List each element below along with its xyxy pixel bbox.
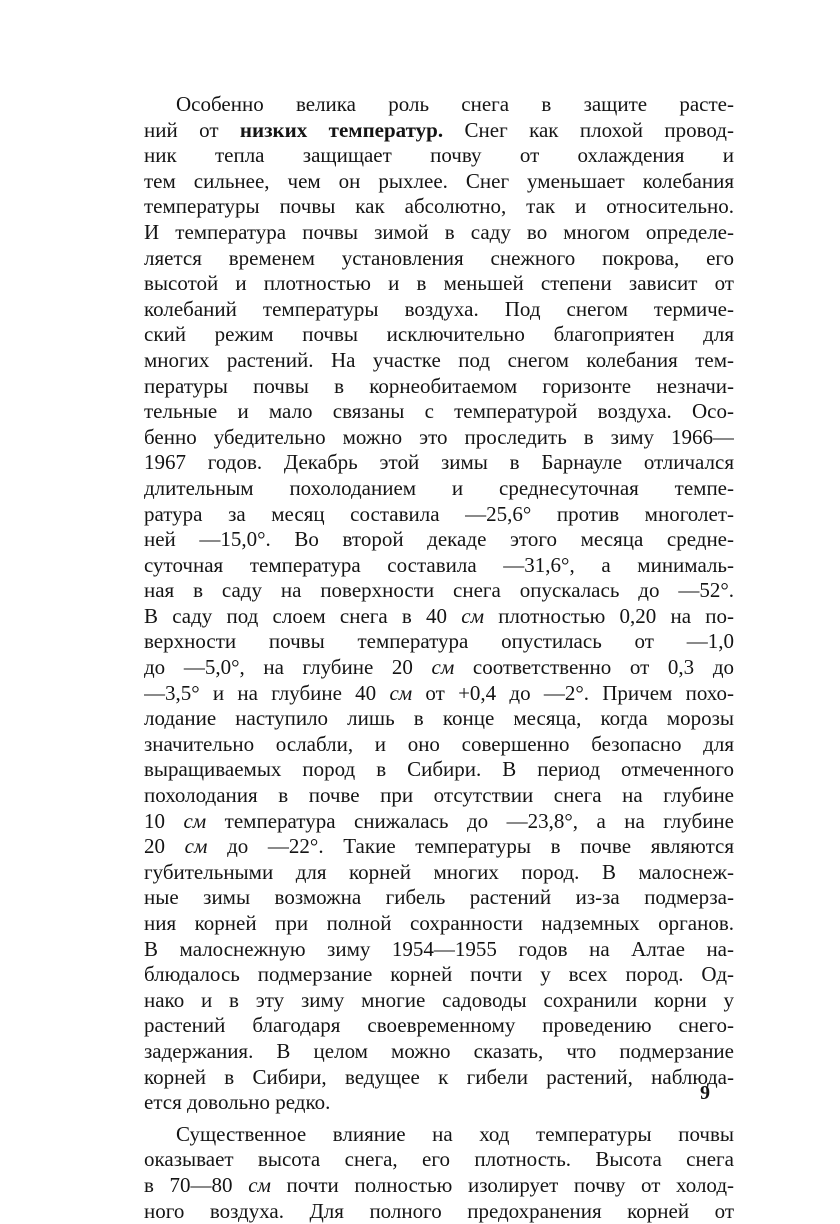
unit-text: см xyxy=(248,1172,271,1197)
text-line: лодание наступило лишь в конце месяца, когда морозы xyxy=(144,706,734,731)
text-line: ного воздуха. Для полного предохранения корней от xyxy=(144,1198,734,1223)
text-line: ник тепла защищает почву от охлаждения и xyxy=(144,143,734,168)
text-line: растений благодаря своевременному проведению снего- xyxy=(144,1013,734,1038)
text-line: многих растений. На участке под снегом колебания тем- xyxy=(144,347,734,372)
unit-text: см xyxy=(389,680,413,705)
text-line: Существенное влияние на ход температуры почвы xyxy=(176,1121,734,1146)
text-line: нако и в эту зиму многие садоводы сохранили корни у xyxy=(144,987,734,1012)
text-run: 10 xyxy=(144,808,184,833)
text-line xyxy=(144,809,734,835)
text-line: длительным похолоданием и среднесуточная темпе- xyxy=(144,475,734,500)
text-line: ная в саду на поверхности снега опускалась до —52°. xyxy=(144,578,734,603)
text-run: почти полностью изолирует почву от холод- xyxy=(270,1172,734,1197)
body-text xyxy=(144,92,734,1224)
text-run: Снег как плохой провод- xyxy=(443,117,734,142)
text-run: до —22°. Такие температуры в почве являются xyxy=(207,834,734,859)
text-line: верхности почвы температура опустилась от —1,0 xyxy=(144,629,734,654)
text-run: В саду под слоем снега в 40 xyxy=(144,603,462,628)
text-line: ляется временем установления снежного покрова, его xyxy=(144,245,734,270)
text-run: 20 xyxy=(144,834,185,859)
text-line: ные зимы возможна гибель растений из-за подмерза- xyxy=(144,885,734,910)
unit-text: см xyxy=(461,603,484,628)
text-line: похолодания в почве при отсутствии снега на глубине xyxy=(144,783,734,808)
text-line: бенно убедительно можно это проследить в зиму 1966— xyxy=(144,424,734,449)
text-line xyxy=(144,681,734,707)
text-line: тем сильнее, чем он рыхлее. Снег уменьшает колебания xyxy=(144,168,734,193)
text-run: от +0,4 до —2°. Причем похо- xyxy=(412,680,734,705)
text-line: Особенно велика роль снега в защите расте- xyxy=(176,92,734,116)
text-line: пературы почвы в корнеобитаемом горизонте незначи- xyxy=(144,373,734,398)
text-line: ется довольно редко. xyxy=(144,1090,331,1115)
text-line: И температура почвы зимой в саду во многом определе- xyxy=(144,219,734,244)
text-run: до —5,0°, на глубине 20 xyxy=(144,655,432,680)
text-line: корней в Сибири, ведущее к гибели растений, наблюда- xyxy=(144,1064,734,1089)
text-line: В малоснежную зиму 1954—1955 годов на Алтае на- xyxy=(144,936,734,961)
text-run: соответственно от 0,3 до xyxy=(454,655,734,680)
text-line: выращиваемых пород в Сибири. В период отмеченного xyxy=(144,757,734,782)
text-line: блюдалось подмерзание корней почти у всех пород. Од- xyxy=(144,962,734,987)
text-line: ней —15,0°. Во второй декаде этого месяца средне- xyxy=(144,527,734,552)
text-line xyxy=(144,604,734,630)
text-line: ратура за месяц составила —25,6° против многолет- xyxy=(144,501,734,526)
text-line: тельные и мало связаны с температурой воздуха. Осо- xyxy=(144,399,734,424)
text-line: губительными для корней многих пород. В малоснеж- xyxy=(144,859,734,884)
text-line: высотой и плотностью и в меньшей степени зависит от xyxy=(144,271,734,296)
text-run: плотностью 0,20 на по- xyxy=(483,603,734,628)
unit-text: см xyxy=(431,655,455,680)
text-line xyxy=(144,834,734,860)
text-line: значительно ослабли, и оно совершенно безопасно для xyxy=(144,731,734,756)
text-run: ний от xyxy=(144,117,240,142)
text-line: суточная температура составила —31,6°, а минималь- xyxy=(144,552,734,577)
text-line: ния корней при полной сохранности надземных органов. xyxy=(144,911,734,935)
text-line xyxy=(144,1173,734,1199)
text-run: в 70—80 xyxy=(144,1172,249,1197)
page-number: 9 xyxy=(700,1082,710,1104)
text-run: температура снижалась до —23,8°, а на глубине xyxy=(206,808,734,833)
unit-text: см xyxy=(183,808,207,833)
unit-text: см xyxy=(184,834,208,859)
text-line xyxy=(144,118,734,144)
text-line: ский режим почвы исключительно благоприятен для xyxy=(144,322,734,347)
text-line xyxy=(144,655,734,681)
text-run: —3,5° и на глубине 40 xyxy=(144,680,390,705)
text-line: 1967 годов. Декабрь этой зимы в Барнауле отличался xyxy=(144,450,734,475)
text-line: оказывает высота снега, его плотность. Высота снега xyxy=(144,1147,734,1172)
text-line: задержания. В целом можно сказать, что подмерзание xyxy=(144,1038,734,1063)
text-line: колебаний температуры воздуха. Под снегом термиче- xyxy=(144,296,734,321)
bold-phrase: низких температур. xyxy=(239,117,444,142)
text-line: температуры почвы как абсолютно, так и относительно. xyxy=(144,194,734,219)
